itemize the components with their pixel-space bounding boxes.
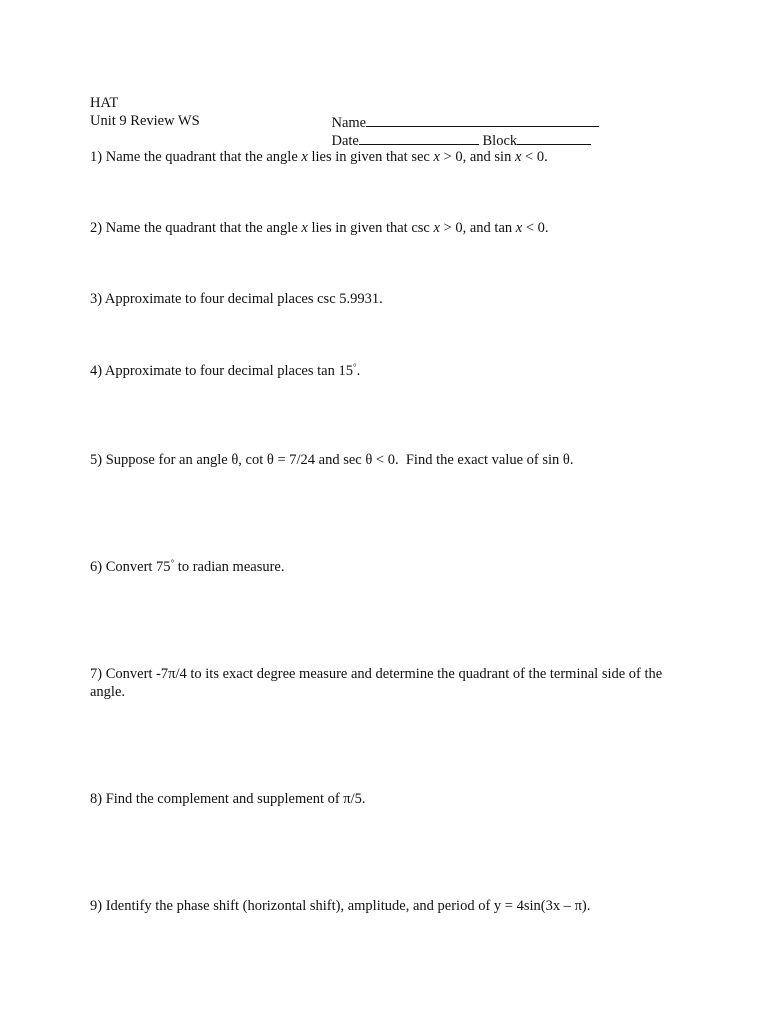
question-text: Approximate to four decimal places csc 5.9931. xyxy=(104,291,383,307)
course-label: HAT xyxy=(90,95,119,111)
question-text: Suppose for an angle θ, cot θ = 7/24 and sec θ < 0. Find the exact value of sin θ. xyxy=(105,452,574,468)
question-text: Name the quadrant that the angle x lies in given that sec x > 0, and sin x < 0. xyxy=(105,149,548,165)
degree-symbol: ° xyxy=(352,362,357,372)
date-blank xyxy=(359,130,479,145)
worksheet-title: Unit 9 Review WS xyxy=(90,113,200,129)
question-8 xyxy=(90,790,680,808)
question-2 xyxy=(90,219,680,237)
question-5 xyxy=(90,451,680,469)
question-1 xyxy=(90,148,680,166)
question-text: Convert -7π/4 to its exact degree measure and determine the quadrant of the terminal side of the angle. xyxy=(90,666,663,700)
question-number: 3) xyxy=(90,291,103,307)
block-blank xyxy=(517,130,591,145)
question-text: Approximate to four decimal places tan 15°. xyxy=(104,362,361,379)
question-number: 7) xyxy=(90,666,103,682)
question-number: 8) xyxy=(90,791,103,807)
question-text: Identify the phase shift (horizontal shift), amplitude, and period of y = 4sin(3x – π). xyxy=(105,898,591,914)
question-4 xyxy=(90,362,680,380)
question-number: 9) xyxy=(90,898,103,914)
name-label: Name xyxy=(331,115,367,131)
date-label: Date xyxy=(331,133,359,149)
degree-symbol: ° xyxy=(170,558,175,568)
question-3 xyxy=(90,290,680,308)
question-number: 6) xyxy=(90,559,103,575)
question-9 xyxy=(90,897,680,915)
question-number: 2) xyxy=(90,220,103,236)
question-text: Find the complement and supplement of π/5. xyxy=(105,791,366,807)
question-number: 1) xyxy=(90,149,103,165)
question-number: 5) xyxy=(90,452,103,468)
block-label: Block xyxy=(482,133,518,149)
question-7 xyxy=(90,665,680,701)
question-6 xyxy=(90,558,680,576)
question-text: Convert 75° to radian measure. xyxy=(105,558,285,575)
question-number: 4) xyxy=(90,363,103,379)
question-text: Name the quadrant that the angle x lies in given that csc x > 0, and tan x < 0. xyxy=(105,220,549,236)
